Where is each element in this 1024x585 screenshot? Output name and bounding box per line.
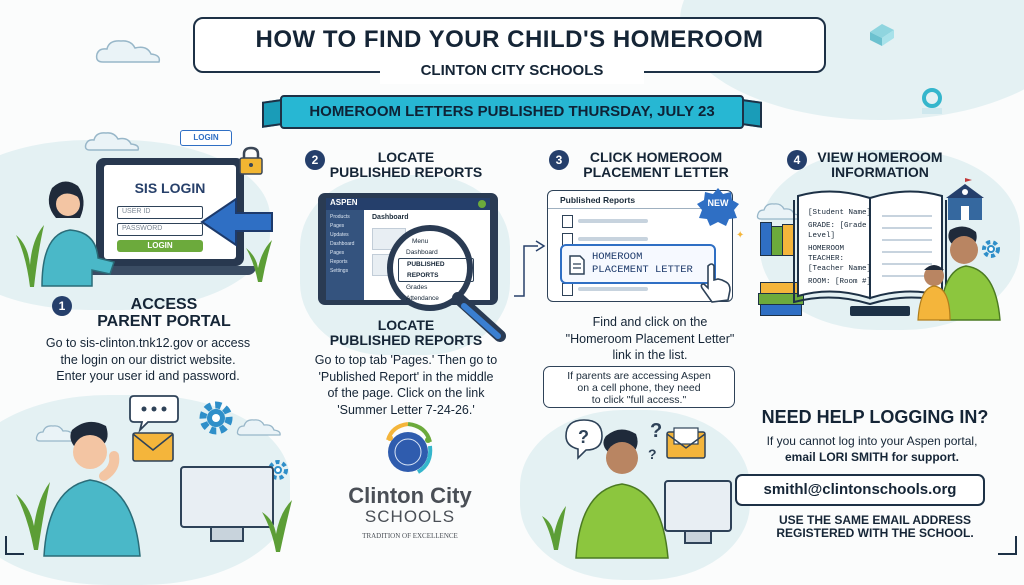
- menu-item-attendance[interactable]: Attendance: [406, 295, 439, 302]
- help-instructions: If you cannot log into your Aspen portal, email LORI SMITH for support.: [766, 434, 978, 464]
- plant-icon: [12, 215, 48, 287]
- step-number-4: 4: [787, 150, 807, 170]
- connector-arrow-icon: [512, 240, 546, 300]
- help-footer: USE THE SAME EMAIL ADDRESS REGISTERED WITH THE SCHOOL.: [776, 513, 974, 540]
- pin-icon: [920, 88, 946, 118]
- login-tag: LOGIN: [180, 130, 232, 146]
- password-field[interactable]: PASSWORD: [117, 223, 203, 236]
- gear-icon: [980, 238, 1002, 260]
- sidebar-item[interactable]: Settings: [330, 268, 349, 274]
- pointer-hand-icon: [698, 262, 734, 304]
- monitor-stand: [210, 526, 244, 542]
- cloud-icon: [84, 128, 144, 154]
- help-title: NEED HELP LOGGING IN?: [761, 407, 989, 427]
- step-number-3: 3: [549, 150, 569, 170]
- gear-icon: [196, 398, 236, 438]
- corner-bracket: [998, 536, 1020, 556]
- logo-name: Clinton City: [348, 483, 472, 508]
- plant-icon: [540, 496, 570, 550]
- step2-bottom-title: LOCATE PUBLISHED REPORTS: [329, 317, 483, 349]
- school-logo-icon: [378, 420, 438, 480]
- plant-icon: [244, 232, 276, 282]
- userid-field[interactable]: USER ID: [117, 206, 203, 219]
- cloud-icon: [236, 416, 286, 438]
- aspen-topbar: ASPEN: [326, 198, 490, 210]
- step3-title: CLICK HOMEROOM PLACEMENT LETTER: [583, 149, 729, 181]
- step3-instructions: Find and click on the "Homeroom Placement Letter" link in the list.: [565, 315, 735, 362]
- decorative-cube-icon: [868, 22, 896, 48]
- aspen-menu: [398, 236, 474, 304]
- aspen-dashboard: Dashboard: [364, 210, 490, 300]
- man-thinking-illustration: [44, 416, 154, 556]
- corner-bracket: [4, 536, 26, 556]
- menu-item-dashboard[interactable]: Dashboard: [406, 249, 438, 256]
- publish-date-banner: HOMEROOM LETTERS PUBLISHED THURSDAY, JULY 23: [280, 95, 744, 129]
- cloud-icon: [95, 36, 165, 66]
- sidebar-item[interactable]: Pages: [330, 223, 345, 229]
- question-mark-icon: ?: [648, 446, 657, 462]
- aspen-sidebar: [326, 210, 364, 300]
- sidebar-item[interactable]: Products: [330, 214, 350, 220]
- menu-item-published-reports[interactable]: PUBLISHED REPORTS: [398, 258, 474, 282]
- step-number-2: 2: [305, 150, 325, 170]
- step2-instructions: Go to top tab 'Pages.' Then go to 'Published Report' in the middle of the page. Click on the link 'Summer Letter 7-24-26.': [314, 353, 498, 417]
- step-number-1: 1: [52, 296, 72, 316]
- book-stand: [850, 306, 910, 316]
- login-button[interactable]: LOGIN: [117, 240, 203, 252]
- sidebar-item[interactable]: Dashboard: [330, 241, 355, 247]
- homeroom-letter-link[interactable]: HOMEROOM PLACEMENT LETTER: [560, 244, 716, 284]
- sidebar-item[interactable]: Updates: [330, 232, 349, 238]
- step1-instructions: Go to sis-clinton.tnk12.gov or access the login on our district website. Enter your user id and password.: [45, 336, 251, 383]
- step2-title: LOCATE PUBLISHED REPORTS: [329, 149, 483, 181]
- published-reports-list: Published Reports: [547, 190, 733, 302]
- svg-text:?: ?: [578, 427, 589, 447]
- page-title: HOW TO FIND YOUR CHILD'S HOMEROOM: [255, 26, 764, 53]
- menu-header: Menu: [412, 238, 429, 245]
- plant-icon: [260, 490, 296, 552]
- logo-schools: SCHOOLS: [364, 507, 456, 526]
- step1-title: ACCESS PARENT PORTAL: [97, 296, 231, 331]
- monitor-stand: [684, 530, 712, 544]
- mobile-note: If parents are accessing Aspen on a cell phone, they need to click "full access.": [543, 366, 735, 408]
- sidebar-item[interactable]: Reports: [330, 259, 348, 265]
- sis-login-title: SIS LOGIN: [134, 180, 206, 196]
- support-email-link[interactable]: smithl@clintonschools.org: [735, 474, 985, 506]
- sidebar-item[interactable]: Pages: [330, 250, 345, 256]
- new-badge-label: NEW: [707, 198, 729, 208]
- district-subtitle: CLINTON CITY SCHOOLS: [380, 62, 644, 84]
- document-icon: [568, 254, 586, 276]
- lock-icon: [238, 146, 264, 176]
- step4-title: VIEW HOMEROOM INFORMATION: [817, 149, 943, 181]
- computer-monitor: [664, 480, 732, 532]
- homeroom-info-text: [Student Name] GRADE: [Grade Level] HOMEROOM TEACHER: [Teacher Name] ROOM: [Room #]: [808, 209, 872, 286]
- sparkle-icon: ✦: [736, 230, 745, 241]
- menu-item-grades[interactable]: Grades: [406, 284, 428, 291]
- question-mark-icon: ?: [650, 420, 663, 442]
- logo-tagline: TRADITION OF EXCELLENCE: [362, 532, 458, 540]
